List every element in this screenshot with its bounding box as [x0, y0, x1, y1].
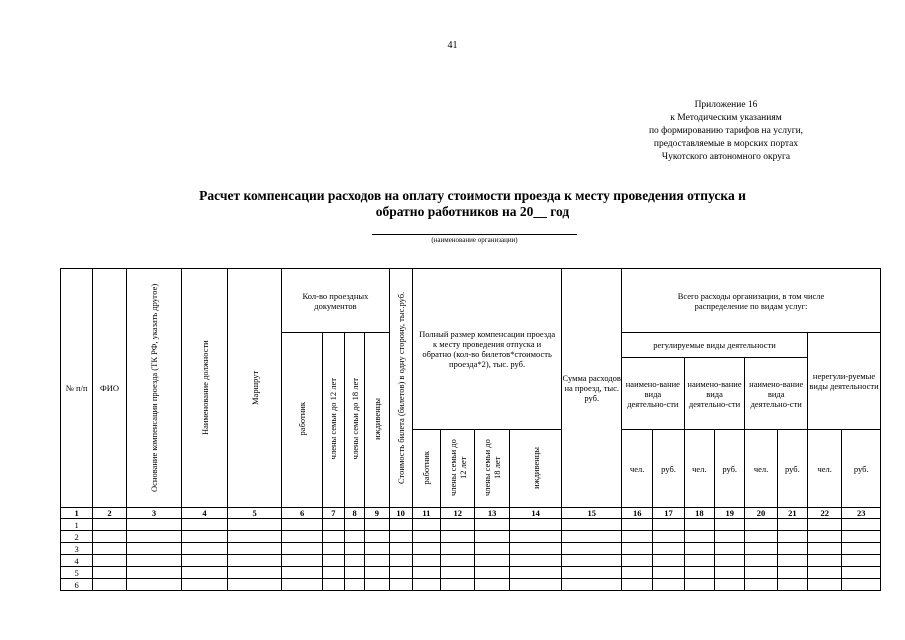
table-cell — [622, 555, 653, 567]
table-cell — [562, 531, 622, 543]
header-fio: ФИО — [93, 269, 126, 508]
table-cell — [345, 519, 365, 531]
column-number: 5 — [227, 508, 282, 519]
table-cell — [509, 555, 562, 567]
header-full-fam18: члены семьи до 18 лет — [482, 439, 503, 496]
column-number: 4 — [182, 508, 227, 519]
table-cell — [562, 579, 622, 591]
appendix-note — [598, 99, 854, 164]
table-cell — [842, 567, 881, 579]
column-number: 19 — [715, 508, 745, 519]
table-cell — [715, 543, 745, 555]
table-cell — [126, 519, 182, 531]
table-cell — [182, 555, 227, 567]
table-cell — [653, 567, 684, 579]
appendix-line: предоставляемые в морских портах — [653, 139, 799, 149]
table-cell — [562, 519, 622, 531]
header-rub: руб. — [653, 430, 684, 508]
document-title — [60, 188, 885, 220]
table-cell — [182, 519, 227, 531]
header-full-fam12: члены семьи до 12 лет — [447, 439, 468, 496]
header-people: чел. — [745, 430, 777, 508]
table-cell — [777, 543, 807, 555]
table-cell — [412, 555, 440, 567]
table-row — [61, 519, 881, 531]
organization-caption: (наименование организации) — [372, 234, 577, 244]
table-cell — [777, 567, 807, 579]
appendix-line: Приложение 16 — [694, 100, 758, 110]
table-cell — [475, 519, 509, 531]
table-cell — [715, 579, 745, 591]
compensation-table — [60, 268, 881, 591]
column-number: 22 — [808, 508, 842, 519]
table-cell — [715, 567, 745, 579]
header-activity-2: наимено-вание вида деятельно-сти — [685, 358, 746, 429]
table-cell — [93, 543, 126, 555]
header-docs-fam12-cell — [322, 333, 344, 508]
table-cell — [475, 579, 509, 591]
table-cell — [808, 519, 842, 531]
column-number: 3 — [126, 508, 182, 519]
appendix-line: по формированию тарифов на услуги, — [648, 126, 804, 136]
table-cell — [93, 519, 126, 531]
table-cell — [282, 579, 322, 591]
table-cell — [777, 531, 807, 543]
table-cell — [282, 543, 322, 555]
table-cell — [842, 555, 881, 567]
header-regulated: регулируемые виды деятельности — [622, 333, 807, 358]
table-cell — [282, 555, 322, 567]
table-cell — [562, 567, 622, 579]
table-cell — [441, 531, 475, 543]
header-route-cell — [227, 269, 282, 508]
table-cell — [345, 543, 365, 555]
header-full-fam12-cell — [441, 430, 475, 508]
header-activity-1: наимено-вание вида деятельно-сти — [622, 358, 685, 429]
table-cell — [93, 555, 126, 567]
appendix-line: к Методическим указаниям — [670, 113, 782, 123]
table-row — [61, 555, 881, 567]
header-docs-fam18: члены семьи до 18 лет — [349, 378, 360, 460]
table-cell — [684, 531, 714, 543]
table-cell — [282, 519, 322, 531]
table-cell — [622, 567, 653, 579]
table-cell — [389, 531, 412, 543]
table-cell — [345, 531, 365, 543]
table-cell — [126, 555, 182, 567]
table-cell — [322, 543, 344, 555]
header-total-group: Всего расходы организации, в том числе распределение по видам услуг: — [622, 269, 881, 333]
table-cell — [475, 567, 509, 579]
column-number: 8 — [345, 508, 365, 519]
table-cell — [365, 567, 389, 579]
table-cell — [389, 555, 412, 567]
header-sum: Сумма расходов на проезд, тыс. руб. — [562, 269, 622, 508]
table-cell — [509, 579, 562, 591]
table-cell — [745, 567, 777, 579]
table-cell — [322, 567, 344, 579]
table-cell — [126, 531, 182, 543]
data-rows — [61, 519, 881, 591]
row-number: 2 — [61, 531, 93, 543]
table-cell — [412, 579, 440, 591]
column-number: 6 — [282, 508, 322, 519]
header-rub: руб. — [715, 430, 745, 508]
header-people: чел. — [684, 430, 714, 508]
table-cell — [808, 531, 842, 543]
table-cell — [227, 531, 282, 543]
row-number: 6 — [61, 579, 93, 591]
header-position-cell — [182, 269, 227, 508]
table-cell — [684, 579, 714, 591]
table-cell — [412, 543, 440, 555]
column-number: 14 — [509, 508, 562, 519]
table-cell — [365, 519, 389, 531]
table-cell — [715, 555, 745, 567]
table-row — [61, 531, 881, 543]
table-cell — [653, 519, 684, 531]
column-number: 9 — [365, 508, 389, 519]
header-full-dep: иждивенцы — [530, 446, 541, 489]
table-cell — [441, 567, 475, 579]
table-cell — [412, 531, 440, 543]
table-cell — [777, 519, 807, 531]
table-cell — [182, 543, 227, 555]
header-docs-fam12: члены семьи до 12 лет — [328, 378, 339, 460]
table-cell — [715, 519, 745, 531]
header-route: Маршрут — [249, 369, 260, 405]
table-cell — [653, 555, 684, 567]
header-basis-cell — [126, 269, 182, 508]
table-cell — [653, 543, 684, 555]
table-cell — [345, 579, 365, 591]
table-cell — [365, 555, 389, 567]
table-cell — [412, 519, 440, 531]
table-cell — [653, 579, 684, 591]
header-regulated-and-types — [622, 333, 808, 430]
column-number: 1 — [61, 508, 93, 519]
table-cell — [365, 531, 389, 543]
table-cell — [182, 567, 227, 579]
table-cell — [777, 555, 807, 567]
column-number: 17 — [653, 508, 684, 519]
table-cell — [622, 543, 653, 555]
header-people: чел. — [622, 430, 653, 508]
table-cell — [322, 531, 344, 543]
title-line-2: обратно работников на 20__ год — [375, 204, 570, 219]
appendix-line: Чукотского автономного округа — [661, 152, 791, 162]
table-cell — [322, 579, 344, 591]
header-activity-3: наимено-вание вида деятельно-сти — [749, 378, 804, 409]
header-rub: руб. — [777, 430, 807, 508]
table-cell — [389, 579, 412, 591]
table-cell — [282, 567, 322, 579]
header-rub: руб. — [842, 430, 881, 508]
table-cell — [441, 555, 475, 567]
header-ticket-cost: Стоимость билета (билетов) в одну сторону, тыс.руб. — [395, 290, 406, 484]
table-cell — [509, 543, 562, 555]
table-cell — [126, 567, 182, 579]
column-number: 18 — [684, 508, 714, 519]
header-num: № п/п — [61, 269, 93, 508]
header-docs-fam18-cell — [345, 333, 365, 508]
table-cell — [808, 543, 842, 555]
table-row — [61, 579, 881, 591]
header-basis: Основание компенсации проезда (ТК РФ, указать другое) — [149, 282, 159, 492]
table-cell — [441, 579, 475, 591]
table-cell — [562, 543, 622, 555]
table-cell — [322, 519, 344, 531]
column-number: 21 — [777, 508, 807, 519]
table-cell — [475, 531, 509, 543]
table-cell — [684, 567, 714, 579]
column-number-row — [61, 508, 881, 519]
header-docs-worker-cell — [282, 333, 322, 508]
table-cell — [227, 519, 282, 531]
table-cell — [389, 567, 412, 579]
table-cell — [509, 531, 562, 543]
column-number: 2 — [93, 508, 126, 519]
table-cell — [842, 531, 881, 543]
header-full-group: Полный размер компенсации проезда к месту проведения отпуска и обратно (кол-во билетов*стоимость проезда*2), тыс. руб. — [412, 269, 562, 430]
table-cell — [441, 543, 475, 555]
table-cell — [93, 567, 126, 579]
table-cell — [745, 579, 777, 591]
table-cell — [126, 579, 182, 591]
column-number: 16 — [622, 508, 653, 519]
header-docs-worker: работник — [297, 402, 308, 436]
table-cell — [182, 531, 227, 543]
table-cell — [227, 567, 282, 579]
table-cell — [684, 543, 714, 555]
header-people: чел. — [808, 430, 842, 508]
table-cell — [389, 519, 412, 531]
header-docs-dep: иждивенцы — [371, 398, 382, 440]
table-cell — [475, 543, 509, 555]
table-cell — [126, 543, 182, 555]
column-number: 20 — [745, 508, 777, 519]
table-cell — [684, 555, 714, 567]
table-cell — [745, 531, 777, 543]
table-cell — [365, 579, 389, 591]
table-cell — [441, 519, 475, 531]
header-docs-group: Кол-во проездных документов — [282, 269, 389, 333]
table-cell — [322, 555, 344, 567]
row-number: 4 — [61, 555, 93, 567]
table-cell — [389, 543, 412, 555]
table-row — [61, 567, 881, 579]
table-cell — [227, 543, 282, 555]
table-cell — [282, 531, 322, 543]
table-cell — [345, 555, 365, 567]
header-position: Наименование должности — [199, 339, 210, 435]
table-cell — [182, 579, 227, 591]
table-cell — [622, 531, 653, 543]
header-unregulated: нерегули-руемые виды деятельности — [808, 333, 881, 430]
table-cell — [227, 579, 282, 591]
table-cell — [227, 555, 282, 567]
table-cell — [842, 579, 881, 591]
table-cell — [808, 555, 842, 567]
column-number: 23 — [842, 508, 881, 519]
table-cell — [842, 543, 881, 555]
table-cell — [412, 567, 440, 579]
table-cell — [365, 543, 389, 555]
table-cell — [509, 519, 562, 531]
row-number: 5 — [61, 567, 93, 579]
header-docs-dep-cell — [365, 333, 389, 508]
header-full-fam18-cell — [475, 430, 509, 508]
header-full-worker-cell — [412, 430, 440, 508]
row-number: 1 — [61, 519, 93, 531]
table-cell — [808, 567, 842, 579]
table-cell — [93, 579, 126, 591]
table-cell — [777, 579, 807, 591]
table-cell — [808, 579, 842, 591]
table-cell — [842, 519, 881, 531]
table-cell — [509, 567, 562, 579]
table-cell — [653, 531, 684, 543]
table-cell — [715, 531, 745, 543]
header-full-worker: работник — [421, 450, 432, 485]
table-cell — [345, 567, 365, 579]
table-cell — [622, 519, 653, 531]
table-cell — [745, 519, 777, 531]
table-cell — [93, 531, 126, 543]
table-row — [61, 543, 881, 555]
row-number: 3 — [61, 543, 93, 555]
column-number: 13 — [475, 508, 509, 519]
column-number: 15 — [562, 508, 622, 519]
column-number: 12 — [441, 508, 475, 519]
column-number: 10 — [389, 508, 412, 519]
table-cell — [562, 555, 622, 567]
table-cell — [622, 579, 653, 591]
table-cell — [684, 519, 714, 531]
column-number: 11 — [412, 508, 440, 519]
table-cell — [745, 555, 777, 567]
header-ticket-cost-cell — [389, 269, 412, 508]
page-number: 41 — [447, 40, 458, 51]
table-cell — [745, 543, 777, 555]
header-full-dep-cell — [509, 430, 562, 508]
table-cell — [475, 555, 509, 567]
column-number: 7 — [322, 508, 344, 519]
title-line-1: Расчет компенсации расходов на оплату стоимости проезда к месту проведения отпуска и — [199, 188, 746, 203]
